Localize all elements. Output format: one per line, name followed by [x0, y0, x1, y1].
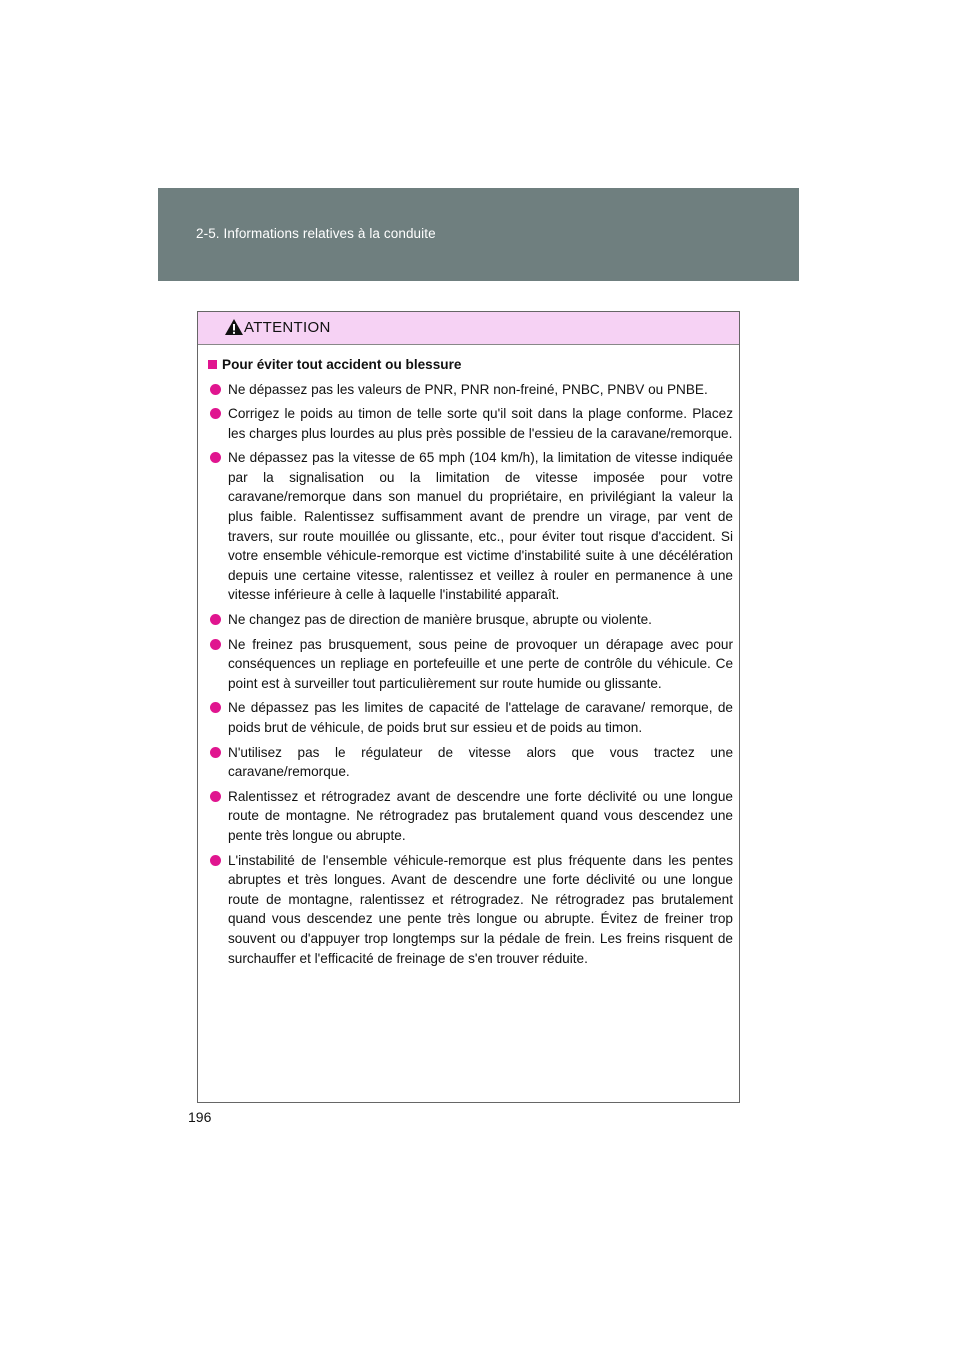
- attention-box: [197, 311, 740, 1103]
- list-item: [208, 851, 733, 969]
- circle-bullet-icon: [210, 614, 221, 625]
- attention-header: [198, 312, 739, 345]
- circle-bullet-icon: [210, 747, 221, 758]
- list-item-text: Ne changez pas de direction de manière brusque, abrupte ou violente.: [228, 612, 652, 628]
- list-item-text: Corrigez le poids au timon de telle sorte qu'il soit dans la plage conforme. Placez les charges plus lourdes au plus près possible de l'essieu de la caravane/remorque.: [228, 406, 733, 441]
- list-item-text: L'instabilité de l'ensemble véhicule-remorque est plus fréquente dans les pentes abruptes et très longues. Avant de descendre une forte déclivité ou une longue route de montagne, ralentissez et rétrogradez. Ne rétrogradez pas brutalement quand vous descendez une pente très longue ou abrupte. Évitez de freiner trop souvent ou d'appuyer trop longtemps sur la pédale de frein. Les freins risquent de surchauffer et l'efficacité de freinage de s'en trouver réduite.: [228, 852, 733, 966]
- list-item: [208, 448, 733, 605]
- circle-bullet-icon: [210, 791, 221, 802]
- section-header-band: [158, 188, 799, 281]
- list-item: [208, 404, 733, 443]
- list-item: [208, 635, 733, 694]
- square-bullet-icon: [208, 360, 217, 369]
- list-item-text: Ralentissez et rétrogradez avant de descendre une forte déclivité ou une longue route de montagne. Ne rétrogradez pas brutalement quand vous descendez une pente très longue ou abrupte.: [228, 788, 733, 843]
- attention-list: [208, 380, 733, 969]
- list-item: [208, 787, 733, 846]
- circle-bullet-icon: [210, 408, 221, 419]
- list-item-text: Ne dépassez pas la vitesse de 65 mph (104 km/h), la limitation de vitesse indiquée par la signalisation ou la limitation de vitesse imposée pour votre caravane/remorque dans son manuel du propriétaire, en privilégiant la valeur la plus faible. Ralentissez suffisamment avant de prendre un virage, par vent de travers, sur route mouillée ou glissante, etc., pour éviter tout risque d'accident. Si votre ensemble véhicule-remorque est victime d'instabilité suite à une décélération depuis une certaine vitesse, ralentissez et veillez à rouler en permanence à une vitesse inférieure à celle à laquelle l'instabilité apparaît.: [228, 450, 733, 603]
- list-item-text: Ne freinez pas brusquement, sous peine de provoquer un dérapage avec pour conséquences un repliage en portefeuille et une perte de contrôle du véhicule. Ce point est à surveiller tout particulièrement sur route humide ou glissante.: [228, 636, 733, 691]
- circle-bullet-icon: [210, 702, 221, 713]
- list-item-text: Ne dépassez pas les limites de capacité de l'attelage de caravane/ remorque, de poids brut de véhicule, de poids brut sur essieu et de poids au timon.: [228, 700, 733, 735]
- circle-bullet-icon: [210, 452, 221, 463]
- subheading-text: Pour éviter tout accident ou blessure: [222, 357, 462, 372]
- attention-content: [198, 345, 739, 968]
- list-item-text: Ne dépassez pas les valeurs de PNR, PNR non-freiné, PNBC, PNBV ou PNBE.: [228, 381, 708, 397]
- warning-triangle-icon: [224, 318, 244, 336]
- circle-bullet-icon: [210, 384, 221, 395]
- attention-title: ATTENTION: [244, 319, 331, 336]
- list-item: [208, 698, 733, 737]
- list-item-text: N'utilisez pas le régulateur de vitesse alors que vous tractez une caravane/remorque.: [228, 744, 733, 780]
- list-item: [208, 610, 733, 630]
- circle-bullet-icon: [210, 639, 221, 650]
- attention-subheading: [208, 355, 733, 375]
- circle-bullet-icon: [210, 855, 221, 866]
- list-item: [208, 743, 733, 782]
- list-item: [208, 380, 733, 400]
- page-number: 196: [188, 1109, 212, 1125]
- section-title: 2-5. Informations relatives à la conduite: [196, 226, 436, 241]
